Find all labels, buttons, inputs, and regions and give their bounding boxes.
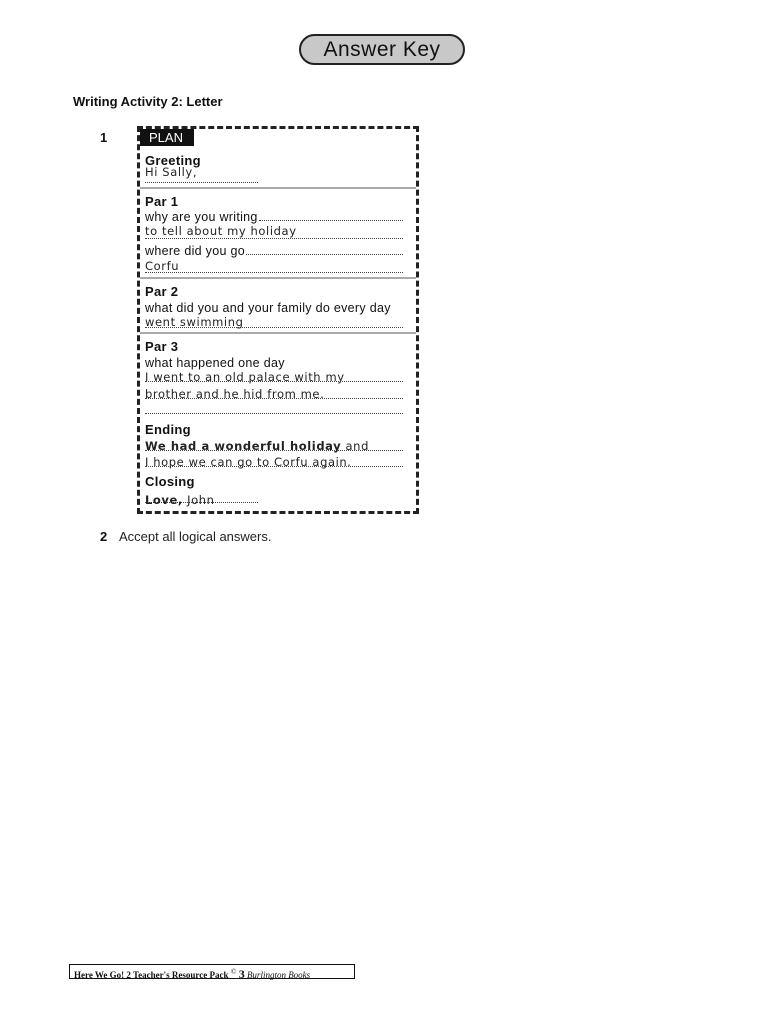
par3-answer-2: brother and he hid from me. <box>145 387 325 401</box>
question-1-number: 1 <box>100 130 108 145</box>
plan-box <box>137 126 419 514</box>
footer-title: Here We Go! 2 Teacher's Resource Pack <box>74 970 229 980</box>
greeting-title: Greeting <box>145 153 201 168</box>
par1-answer-1: to tell about my holiday <box>145 224 297 238</box>
question-2-text: Accept all logical answers. <box>119 529 272 544</box>
answer-key-badge <box>299 34 465 65</box>
par1-question-2: where did you go <box>145 244 403 258</box>
par1-question-1: why are you writing <box>145 210 403 224</box>
answer-key-label: Answer Key <box>323 37 441 61</box>
page-footer <box>69 964 355 979</box>
section-divider <box>140 187 416 189</box>
ending-title: Ending <box>145 422 191 437</box>
footer-publisher: Burlington Books <box>246 970 311 980</box>
greeting-answer: Hi Sally, <box>145 165 198 179</box>
par2-question-1: what did you and your family do every day <box>145 301 391 315</box>
par2-answer-1: went swimming <box>145 315 244 329</box>
closing-answer-bold: Love, <box>145 493 183 507</box>
section-divider <box>140 277 416 279</box>
footer-copyright: © <box>230 967 237 976</box>
closing-answer-rest: John <box>182 493 215 507</box>
par3-answer-1: I went to an old palace with my <box>145 370 345 384</box>
par1-answer-2: Corfu <box>145 259 180 273</box>
question-2-number: 2 <box>100 529 108 544</box>
par1-title: Par 1 <box>145 194 179 209</box>
ending-answer-2: I hope we can go to Corfu again. <box>145 455 352 469</box>
activity-title: Writing Activity 2: Letter <box>73 94 223 109</box>
par2-title: Par 2 <box>145 284 179 299</box>
par3-question-1: what happened one day <box>145 356 285 370</box>
par3-blank-line <box>145 401 403 414</box>
ending-answer-1-bold: We had a wonderful holiday <box>145 439 342 453</box>
ending-answer-1-rest: and <box>341 439 369 453</box>
closing-answer <box>145 493 218 507</box>
par3-title: Par 3 <box>145 339 179 354</box>
section-divider <box>140 332 416 334</box>
closing-title: Closing <box>145 474 195 489</box>
par1-answer-2-line <box>145 260 403 273</box>
plan-label: PLAN <box>140 129 194 146</box>
footer-page-number: 3 <box>238 967 245 981</box>
ending-answer-1 <box>145 439 372 453</box>
